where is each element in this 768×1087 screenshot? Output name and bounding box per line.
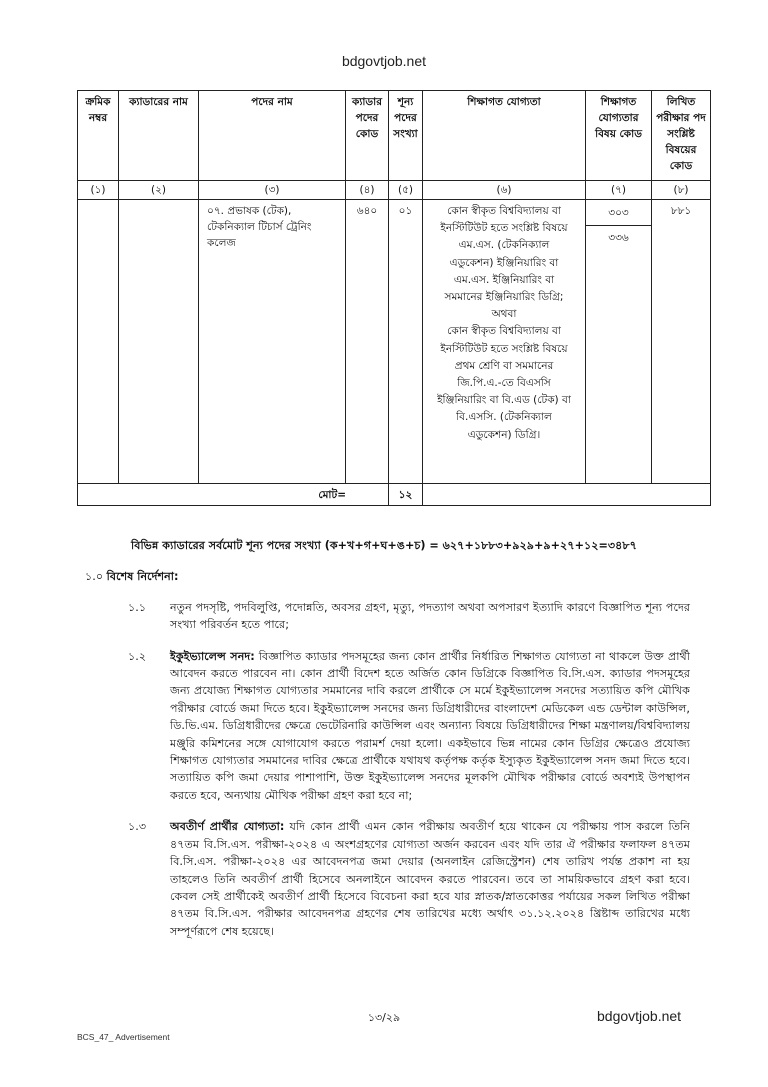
written-code-cell: ৮৮১ xyxy=(652,200,711,484)
header-subject-code: শিক্ষাগত যোগ্যতার বিষয় কোড xyxy=(586,91,652,181)
item-text xyxy=(170,648,690,805)
vacancy-table xyxy=(77,90,711,506)
header-written-code: লিখিত পরীক্ষার পদ সংশ্লিষ্ট বিষয়ের কোড xyxy=(652,91,711,181)
qualification-line: ইনস্টিটিউট হতে সংশ্লিষ্ট বিষয়ে xyxy=(440,222,568,235)
item-text xyxy=(170,599,690,634)
instruction-item xyxy=(0,818,768,940)
header-cadre-name: ক্যাডারের নাম xyxy=(119,91,199,181)
qualification-line: এডুকেশন) ডিগ্রি। xyxy=(467,428,541,441)
qualification-line: এম.এস. (টেকনিক্যাল xyxy=(458,239,550,252)
item-lead: ইকুইভ্যালেন্স সনদ: xyxy=(170,649,255,663)
column-number: (২) xyxy=(119,181,199,200)
item-number: ১.২ xyxy=(128,649,147,663)
column-number: (৮) xyxy=(652,181,711,200)
column-number: (৫) xyxy=(389,181,423,200)
qualification-line: জি.পি.এ.-তে বিএসসি xyxy=(457,377,551,390)
item-body: নতুন পদসৃষ্টি, পদবিলুপ্তি, পদোন্নতি, অবসর গ্রহণ, মৃত্যু, পদত্যাগ অথবা অপসারণ ইত্যাদি কারণে বিজ্ঞাপিত শূন্য পদের সংখ্যা পরিবর্তন হতে পারে; xyxy=(170,600,690,632)
total-vacancy-summary: বিভিন্ন ক্যাডারের সর্বমোট শূন্য পদের সংখ্যা (ক+খ+গ+ঘ+ঙ+চ) = ৬২৭+১৮৮৩+৯২৯+৯+২৭+১২=৩৪৮৭ xyxy=(131,539,637,552)
header-serial: ক্রমিক নম্বর xyxy=(78,91,119,181)
qualification-line: ইনস্টিটিউট হতে সংশ্লিষ্ট বিষয়ে xyxy=(440,342,568,355)
section-title: বিশেষ নির্দেশনা: xyxy=(106,570,179,584)
qualification-line: ইঞ্জিনিয়ারিং বা বি.এড (টেক) বা xyxy=(437,394,571,407)
post-name-cell: ০৭. প্রভাষক (টেক), টেকনিক্যাল টিচার্স ট্রেনিং কলেজ xyxy=(199,200,346,484)
total-empty-cell xyxy=(423,484,711,506)
table-header-row xyxy=(78,91,711,181)
qualification-line: সমমানের ইঞ্জিনিয়ারিং ডিগ্রি; xyxy=(444,291,564,304)
item-number: ১.১ xyxy=(128,600,147,614)
header-cadre-code: ক্যাডার পদের কোড xyxy=(346,91,389,181)
section-number: ১.০ xyxy=(85,570,104,584)
column-number-row xyxy=(78,181,711,200)
site-watermark-header: bdgovtjob.net xyxy=(341,53,427,69)
instruction-item xyxy=(0,599,768,634)
subject-code: ৩৩৬ xyxy=(608,232,629,244)
item-lead: অবতীর্ণ প্রার্থীর যোগ্যতা: xyxy=(170,820,285,834)
column-number: (৪) xyxy=(346,181,389,200)
qualification-line: এম.এস. ইঞ্জিনিয়ারিং বা xyxy=(453,273,555,286)
cadre-cell xyxy=(119,200,199,484)
item-text xyxy=(170,818,690,940)
qualification-line: কোন স্বীকৃত বিশ্ববিদ্যালয় বা xyxy=(447,205,561,217)
total-row xyxy=(78,484,711,506)
header-vacancies: শূন্য পদের সংখ্যা xyxy=(389,91,423,181)
vacancies-cell: ০১ xyxy=(389,200,423,484)
qualification-line: এডুকেশন) ইঞ্জিনিয়ারিং বা xyxy=(449,256,559,269)
subject-code: ৩০৩ xyxy=(586,200,651,226)
item-body: বিজ্ঞাপিত ক্যাডার পদসমূহের জন্য কোন প্রার্থীর নির্ধারিত শিক্ষাগত যোগ্যতা না থাকলে উক্ত প্রার্থী আবেদন করতে পারবেন না। কোন প্রার্থী বিদেশ হতে অর্জিত কোন ডিগ্রিকে বিজ্ঞাপিত বি.সি.এস. ক্যাডার পদসমূহের জন্য প্রযোজ্য শিক্ষাগত যোগ্যতার সমমানের দাবি করলে প্রার্থীকে সে মর্মে ইকুইভ্যালেন্স সনদের সত্যায়িত কপি মৌখিক পরীক্ষার বোর্ডে জমা দিতে হবে। ইকুইভ্যালেন্স সনদের জন্য ডিগ্রিধারীদের বাংলাদেশ মেডিকেল এন্ড ডেন্টাল কাউন্সিল, ডি.ভি.এম. ডিগ্রিধারীদের ক্ষেত্রে ভেটেরিনারি কাউন্সিল এবং অন্যান্য বিষয়ে ডিগ্রিধারীদের শিক্ষা মন্ত্রণালয়/বিশ্ববিদ্যালয় মঞ্জুরি কমিশনের সঙ্গে যোগাযোগ করতে পরামর্শ দেয়া হলো। একইভাবে ভিন্ন নামের কোন ডিগ্রির ক্ষেত্রেও প্রযোজ্য শিক্ষাগত যোগ্যতার সমমানের দাবির ক্ষেত্রে প্রার্থীকে যথাযথ কর্তৃপক্ষ কর্তৃক ইস্যুকৃত ইকুইভ্যালেন্স সনদ জমা দিতে হবে। সত্যায়িত কপি জমা দেয়ার পাশাপাশি, উক্ত ইকুইভ্যালেন্স সনদের মূলকপি মৌখিক পরীক্ষার বোর্ডে অবশ্যই উপস্থাপন করতে হবে, অন্যথায় মৌখিক পরীক্ষা গ্রহণ করা হবে না; xyxy=(170,649,690,802)
total-label: মোট= xyxy=(78,484,389,506)
cadre-code-cell: ৬৪০ xyxy=(346,200,389,484)
qualification-line: কোন স্বীকৃত বিশ্ববিদ্যালয় বা xyxy=(447,325,561,338)
document-label: BCS_47_ Advertisement xyxy=(77,1032,170,1042)
subject-code-cell xyxy=(586,200,652,484)
instructions-section xyxy=(0,537,768,940)
qualification-line: প্রথম শ্রেণি বা সমমানের xyxy=(454,359,554,372)
instruction-item xyxy=(0,648,768,805)
column-number: (৩) xyxy=(199,181,346,200)
qualification-line: অথবা xyxy=(491,308,517,321)
column-number: (১) xyxy=(78,181,119,200)
serial-cell xyxy=(78,200,119,484)
item-body: যদি কোন প্রার্থী এমন কোন পরীক্ষায় অবতীর্ণ হয়ে থাকেন যে পরীক্ষায় পাস করলে তিনি ৪৭তম বি.সি.এস. পরীক্ষা-২০২৪ এ অংশগ্রহণের যোগ্যতা অর্জন করবেন এবং যদি তার ঐ পরীক্ষার ফলাফল ৪৭তম বি.সি.এস. পরীক্ষা-২০২৪ এর আবেদনপত্র জমা দেয়ার (অনলাইন রেজিস্ট্রেশন) শেষ তারিখ পর্যন্ত প্রকাশ না হয় তাহলেও তিনি অবতীর্ণ প্রার্থী হিসেবে অনলাইনে আবেদন করতে পারবেন। তবে তা সাময়িকভাবে গ্রহণ করা হবে। কেবল সেই প্রার্থীকেই অবতীর্ণ প্রার্থী হিসেবে বিবেচনা করা হবে যার স্নাতক/স্নাতকোত্তর পর্যায়ের সকল লিখিত পরীক্ষা ৪৭তম বি.সি.এস. পরীক্ষার আবেদনপত্র গ্রহণের শেষ তারিখের মধ্যে অর্থাৎ ৩১.১২.২০২৪ খ্রিষ্টাব্দ তারিখের মধ্যে সম্পূর্ণরূপে শেষ হয়েছে। xyxy=(170,820,690,938)
section-heading xyxy=(0,568,768,585)
item-number: ১.৩ xyxy=(128,820,147,834)
qualification-cell xyxy=(423,200,586,484)
table-row xyxy=(78,200,711,484)
total-value: ১২ xyxy=(389,484,423,506)
site-watermark-footer: bdgovtjob.net xyxy=(597,1008,682,1024)
column-number: (৬) xyxy=(423,181,586,200)
column-number: (৭) xyxy=(586,181,652,200)
header-qualification: শিক্ষাগত যোগ্যতা xyxy=(423,91,586,181)
page-number: ১৩/২৯ xyxy=(367,1011,401,1024)
header-post-name: পদের নাম xyxy=(199,91,346,181)
qualification-line: বি.এসসি. (টেকনিক্যাল xyxy=(456,411,552,424)
